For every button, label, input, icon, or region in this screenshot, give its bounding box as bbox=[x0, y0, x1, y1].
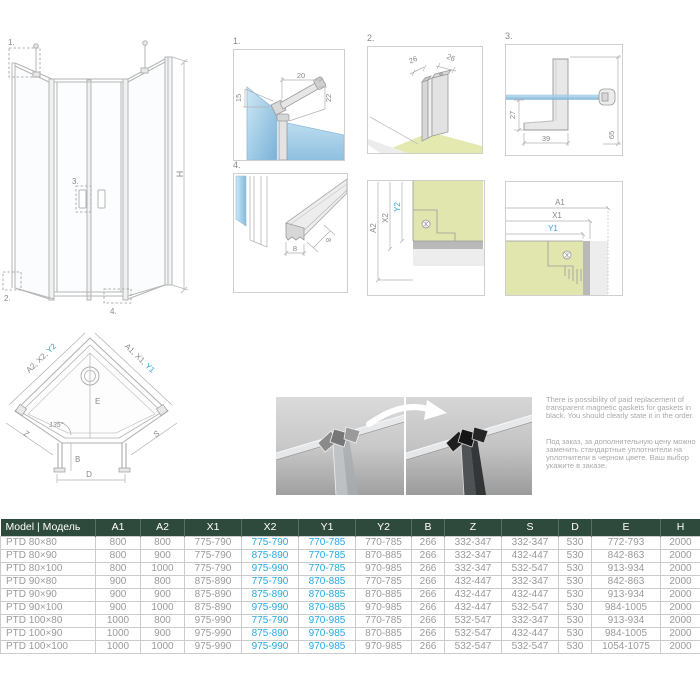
value-cell: 770-785 bbox=[356, 575, 412, 588]
value-cell: 875-890 bbox=[185, 588, 242, 601]
value-cell: 984-1005 bbox=[592, 601, 661, 614]
detail-1 bbox=[233, 36, 345, 161]
dim-a2-label: A2 bbox=[369, 223, 378, 233]
value-cell: 530 bbox=[559, 640, 592, 653]
value-cell: 900 bbox=[141, 549, 185, 562]
value-cell: 530 bbox=[559, 575, 592, 588]
value-cell: 770-785 bbox=[356, 614, 412, 627]
dim-y2-label: Y2 bbox=[393, 202, 402, 212]
value-cell: 800 bbox=[96, 536, 141, 549]
value-cell: 970-985 bbox=[356, 640, 412, 653]
detail-4-number: 4. bbox=[233, 160, 241, 170]
value-cell: 266 bbox=[412, 601, 445, 614]
dim-y1-label: Y1 bbox=[548, 224, 558, 233]
value-cell: 900 bbox=[96, 575, 141, 588]
column-header: X1 bbox=[185, 519, 242, 536]
threshold-bar bbox=[286, 179, 347, 243]
value-cell: 332-347 bbox=[445, 536, 502, 549]
detail-2-drawing bbox=[368, 47, 482, 153]
value-cell: 530 bbox=[559, 601, 592, 614]
value-cell: 975-990 bbox=[242, 562, 299, 575]
install-diagram-vertical bbox=[367, 180, 485, 296]
detail-4-drawing bbox=[234, 174, 347, 292]
callout-2-label: 2. bbox=[4, 294, 11, 303]
value-cell: 432-447 bbox=[502, 627, 559, 640]
value-cell: 900 bbox=[96, 588, 141, 601]
glass-panel-right bbox=[287, 123, 344, 160]
plan-side-left-label: Z bbox=[21, 428, 31, 440]
value-cell: 984-1005 bbox=[592, 627, 661, 640]
value-cell: 2000 bbox=[661, 614, 700, 627]
value-cell: 2000 bbox=[661, 588, 700, 601]
plan-angle-label: 135° bbox=[49, 422, 64, 429]
model-cell: PTD 80×90 bbox=[1, 549, 96, 562]
value-cell: 1000 bbox=[141, 640, 185, 653]
value-cell: 900 bbox=[141, 588, 185, 601]
dim-27: 27 bbox=[508, 110, 517, 120]
dimension-lines bbox=[410, 63, 456, 76]
dim-26-right: 26 bbox=[445, 51, 457, 64]
value-cell: 770-785 bbox=[356, 536, 412, 549]
detail-2 bbox=[367, 33, 483, 154]
replacement-arrow-icon bbox=[363, 398, 451, 434]
value-cell: 1000 bbox=[96, 640, 141, 653]
main-elevation-drawing bbox=[0, 0, 230, 325]
value-cell: 432-447 bbox=[502, 549, 559, 562]
value-cell: 900 bbox=[96, 601, 141, 614]
gasket-note-ru: Под заказ, за дополнительную цену можно заменить стандартные уплотнители на уплотнители в черном цвете. Ваш выбор укажите в заказе. bbox=[546, 437, 696, 470]
plan-depth-label: E bbox=[95, 397, 101, 406]
value-cell: 530 bbox=[559, 614, 592, 627]
value-cell: 770-785 bbox=[299, 562, 356, 575]
wall-profile bbox=[250, 176, 267, 247]
tray-outline bbox=[15, 338, 168, 443]
model-cell: PTD 90×80 bbox=[1, 575, 96, 588]
value-cell: 970-985 bbox=[299, 627, 356, 640]
callout-4-label: 4. bbox=[110, 307, 117, 316]
model-cell: PTD 80×80 bbox=[1, 536, 96, 549]
value-cell: 2000 bbox=[661, 562, 700, 575]
dim-8-height: 8 bbox=[324, 237, 333, 243]
column-header: Y2 bbox=[356, 519, 412, 536]
plan-side-right-label: S bbox=[151, 428, 162, 440]
value-cell: 775-790 bbox=[185, 562, 242, 575]
tray-strip bbox=[413, 249, 484, 266]
spec-row bbox=[1, 640, 700, 653]
plan-edge-left-label: A2, X2, Y2 bbox=[24, 341, 59, 375]
column-header: A1 bbox=[96, 519, 141, 536]
tray-strip bbox=[590, 241, 608, 295]
value-cell: 2000 bbox=[661, 536, 700, 549]
dim-26-left: 26 bbox=[407, 53, 419, 66]
value-cell: 530 bbox=[559, 562, 592, 575]
spec-row bbox=[1, 614, 700, 627]
value-cell: 775-790 bbox=[242, 536, 299, 549]
value-cell: 775-790 bbox=[185, 549, 242, 562]
value-cell: 875-890 bbox=[185, 575, 242, 588]
glass-panel-left bbox=[247, 87, 277, 160]
value-cell: 1000 bbox=[141, 562, 185, 575]
open-doors bbox=[54, 443, 130, 472]
profile-strip bbox=[583, 241, 590, 295]
spec-row bbox=[1, 575, 700, 588]
value-cell: 2000 bbox=[661, 640, 700, 653]
dim-20: 20 bbox=[296, 71, 306, 80]
spec-row bbox=[1, 588, 700, 601]
detail-1-drawing bbox=[234, 50, 344, 160]
value-cell: 432-447 bbox=[445, 601, 502, 614]
gasket-note bbox=[546, 396, 698, 470]
value-cell: 266 bbox=[412, 640, 445, 653]
value-cell: 770-785 bbox=[299, 549, 356, 562]
value-cell: 266 bbox=[412, 588, 445, 601]
column-header: S bbox=[502, 519, 559, 536]
value-cell: 772-793 bbox=[592, 536, 661, 549]
value-cell: 332-347 bbox=[502, 536, 559, 549]
value-cell: 332-347 bbox=[445, 549, 502, 562]
corner-profile bbox=[422, 70, 451, 141]
value-cell: 913-934 bbox=[592, 562, 661, 575]
value-cell: 775-790 bbox=[185, 536, 242, 549]
value-cell: 975-990 bbox=[242, 601, 299, 614]
value-cell: 870-885 bbox=[299, 601, 356, 614]
wall-area bbox=[506, 241, 583, 295]
column-header: X2 bbox=[242, 519, 299, 536]
column-header: B bbox=[412, 519, 445, 536]
value-cell: 975-990 bbox=[185, 627, 242, 640]
dim-15: 15 bbox=[234, 93, 243, 103]
value-cell: 870-885 bbox=[356, 588, 412, 601]
value-cell: 2000 bbox=[661, 627, 700, 640]
detail-4 bbox=[233, 160, 348, 293]
column-header: A2 bbox=[141, 519, 185, 536]
value-cell: 266 bbox=[412, 575, 445, 588]
spec-table-header-row bbox=[1, 519, 700, 536]
plan-edge-right-label: A1, X1, Y1 bbox=[122, 341, 157, 375]
value-cell: 532-547 bbox=[445, 614, 502, 627]
value-cell: 2000 bbox=[661, 601, 700, 614]
value-cell: 530 bbox=[559, 536, 592, 549]
value-cell: 530 bbox=[559, 549, 592, 562]
plan-width-label: D bbox=[86, 470, 92, 479]
detail-3 bbox=[505, 31, 623, 156]
column-header: Z bbox=[445, 519, 502, 536]
value-cell: 800 bbox=[96, 549, 141, 562]
dim-65: 65 bbox=[607, 130, 616, 140]
value-cell: 875-890 bbox=[242, 588, 299, 601]
value-cell: 266 bbox=[412, 627, 445, 640]
value-cell: 870-885 bbox=[299, 588, 356, 601]
value-cell: 975-990 bbox=[242, 640, 299, 653]
height-dim-label: H bbox=[175, 170, 185, 178]
value-cell: 1000 bbox=[96, 627, 141, 640]
value-cell: 800 bbox=[141, 575, 185, 588]
spec-row bbox=[1, 562, 700, 575]
column-header: Model | Модель bbox=[1, 519, 96, 536]
spec-row bbox=[1, 536, 700, 549]
model-cell: PTD 100×80 bbox=[1, 614, 96, 627]
detail-3-number: 3. bbox=[505, 31, 513, 41]
model-cell: PTD 100×100 bbox=[1, 640, 96, 653]
value-cell: 900 bbox=[141, 627, 185, 640]
value-cell: 870-885 bbox=[356, 627, 412, 640]
spec-row bbox=[1, 627, 700, 640]
value-cell: 975-990 bbox=[185, 640, 242, 653]
value-cell: 875-890 bbox=[242, 627, 299, 640]
value-cell: 532-547 bbox=[445, 640, 502, 653]
knob bbox=[599, 89, 615, 105]
value-cell: 432-447 bbox=[445, 575, 502, 588]
model-cell: PTD 90×90 bbox=[1, 588, 96, 601]
value-cell: 870-885 bbox=[356, 549, 412, 562]
model-cell: PTD 80×100 bbox=[1, 562, 96, 575]
value-cell: 800 bbox=[96, 562, 141, 575]
detail-3-drawing bbox=[506, 45, 622, 155]
dim-39: 39 bbox=[541, 134, 551, 143]
value-cell: 432-447 bbox=[502, 588, 559, 601]
support-bars bbox=[33, 41, 148, 77]
detail-1-number: 1. bbox=[233, 36, 241, 46]
value-cell: 2000 bbox=[661, 575, 700, 588]
value-cell: 532-547 bbox=[445, 627, 502, 640]
model-cell: PTD 90×100 bbox=[1, 601, 96, 614]
value-cell: 1000 bbox=[141, 601, 185, 614]
callout-1-label: 1. bbox=[8, 38, 15, 47]
value-cell: 800 bbox=[141, 536, 185, 549]
dim-x1-label: X1 bbox=[552, 211, 562, 220]
dim-a1-label: A1 bbox=[555, 198, 565, 207]
value-cell: 266 bbox=[412, 614, 445, 627]
value-cell: 266 bbox=[412, 562, 445, 575]
spec-table bbox=[0, 519, 700, 654]
value-cell: 875-890 bbox=[242, 549, 299, 562]
detail-2-number: 2. bbox=[367, 33, 375, 43]
value-cell: 975-990 bbox=[185, 614, 242, 627]
spec-table-body bbox=[1, 536, 700, 653]
enclosure-outline bbox=[12, 57, 172, 300]
value-cell: 875-890 bbox=[185, 601, 242, 614]
value-cell: 266 bbox=[412, 536, 445, 549]
spec-row bbox=[1, 601, 700, 614]
wall-area bbox=[413, 181, 483, 241]
value-cell: 1000 bbox=[96, 614, 141, 627]
spec-row bbox=[1, 549, 700, 562]
value-cell: 775-790 bbox=[242, 575, 299, 588]
dim-x2-label: X2 bbox=[381, 213, 390, 223]
value-cell: 332-347 bbox=[502, 575, 559, 588]
value-cell: 913-934 bbox=[592, 588, 661, 601]
column-header: Y1 bbox=[299, 519, 356, 536]
dim-22: 22 bbox=[324, 93, 333, 103]
value-cell: 842-863 bbox=[592, 575, 661, 588]
value-cell: 432-447 bbox=[445, 588, 502, 601]
value-cell: 770-785 bbox=[299, 536, 356, 549]
value-cell: 1054-1075 bbox=[592, 640, 661, 653]
value-cell: 332-347 bbox=[502, 614, 559, 627]
column-header: H bbox=[661, 519, 700, 536]
value-cell: 970-985 bbox=[299, 640, 356, 653]
value-cell: 913-934 bbox=[592, 614, 661, 627]
value-cell: 800 bbox=[141, 614, 185, 627]
column-header: E bbox=[592, 519, 661, 536]
profile-strip bbox=[413, 241, 483, 249]
callout-3-label: 3. bbox=[72, 177, 79, 186]
plan-door-label: B bbox=[75, 455, 81, 464]
value-cell: 532-547 bbox=[502, 562, 559, 575]
value-cell: 530 bbox=[559, 588, 592, 601]
value-cell: 332-347 bbox=[445, 562, 502, 575]
wall-bracket bbox=[524, 59, 568, 130]
value-cell: 530 bbox=[559, 627, 592, 640]
plan-view-drawing bbox=[5, 326, 200, 514]
value-cell: 870-885 bbox=[299, 575, 356, 588]
value-cell: 532-547 bbox=[502, 601, 559, 614]
value-cell: 532-547 bbox=[502, 640, 559, 653]
value-cell: 842-863 bbox=[592, 549, 661, 562]
value-cell: 2000 bbox=[661, 549, 700, 562]
gasket-note-en: There is possibility of paid replacement of transparent magnetic gaskets for gaskets in black. You should clearly state it in the order. bbox=[546, 395, 695, 420]
value-cell: 970-985 bbox=[356, 562, 412, 575]
model-cell: PTD 100×90 bbox=[1, 627, 96, 640]
dim-8-width: 8 bbox=[292, 244, 298, 253]
glass-panel bbox=[236, 176, 246, 226]
value-cell: 775-790 bbox=[242, 614, 299, 627]
column-header: D bbox=[559, 519, 592, 536]
value-cell: 970-985 bbox=[299, 614, 356, 627]
value-cell: 970-985 bbox=[356, 601, 412, 614]
value-cell: 266 bbox=[412, 549, 445, 562]
install-diagram-horizontal bbox=[505, 181, 623, 296]
